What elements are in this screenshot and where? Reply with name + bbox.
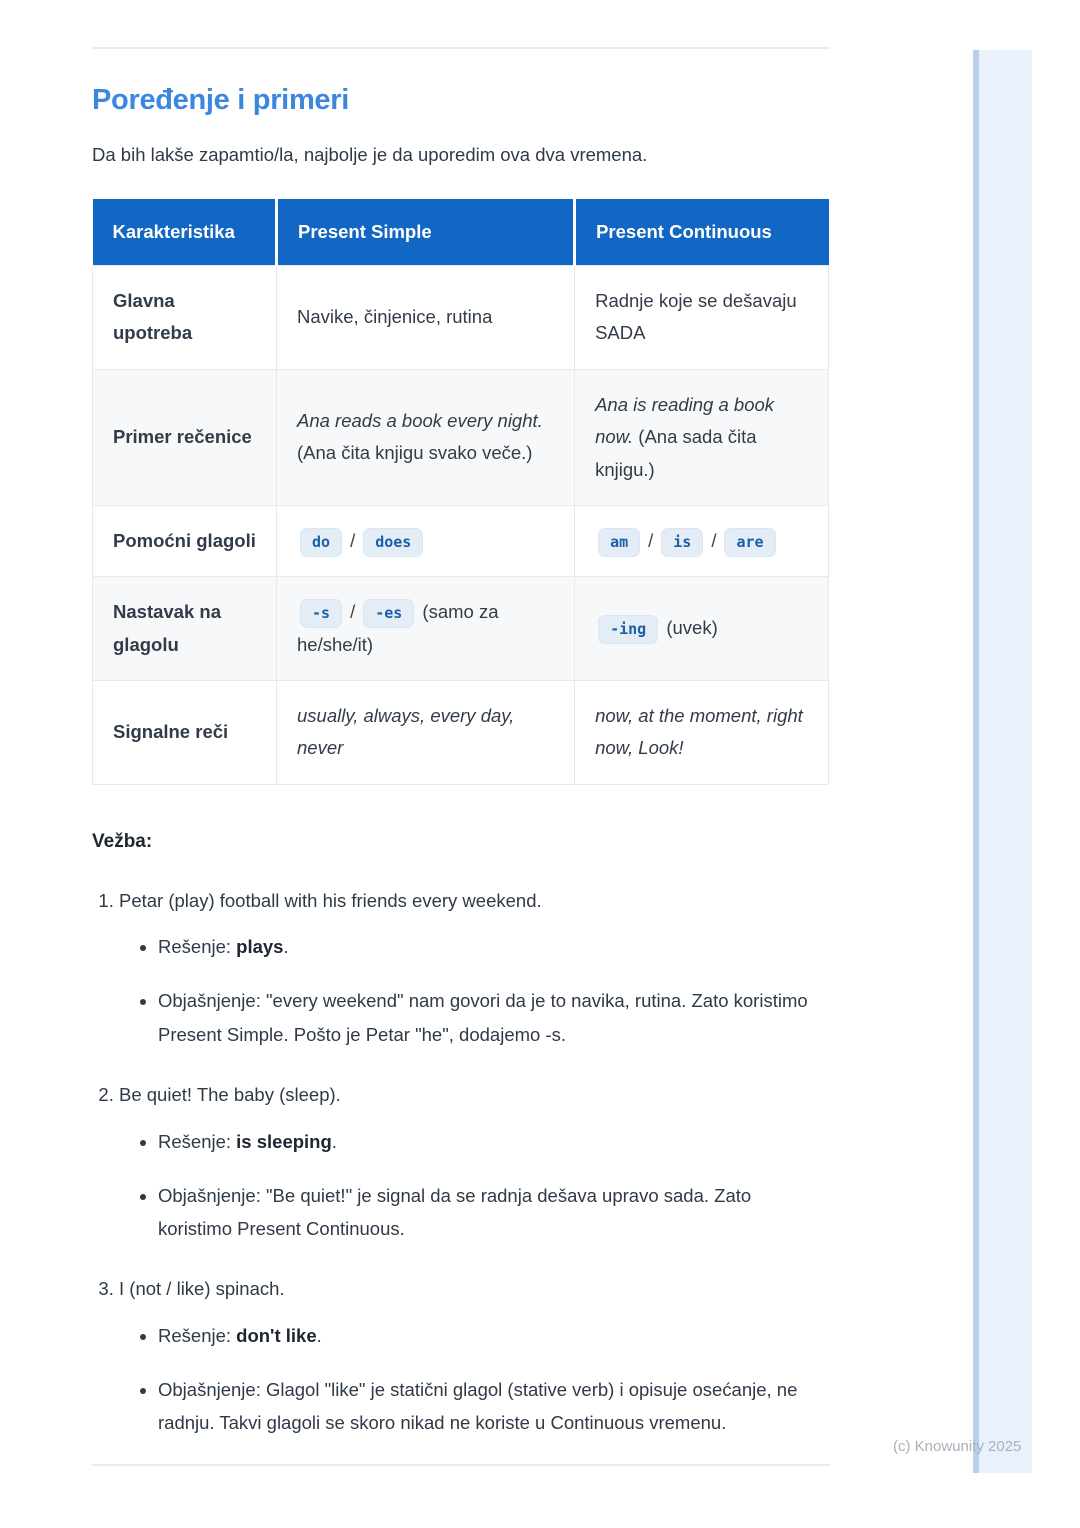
cell-text: Navike, činjenice, rutina <box>297 306 493 328</box>
exercise-heading: Vežba: <box>92 830 153 852</box>
exercise-sublist <box>119 930 829 1051</box>
row-label: Primer rečenice <box>93 369 277 505</box>
cell-text: Radnje koje se dešavaju SADA <box>595 290 797 344</box>
exercise-question: Be quiet! The baby (sleep). <box>119 1084 341 1106</box>
cell-text-italic: Ana reads a book every night. <box>297 409 543 431</box>
slash-separator: / <box>350 529 356 551</box>
slash-separator: / <box>711 529 717 551</box>
row-label: Pomoćni glagoli <box>93 505 277 576</box>
column-header-present-simple: Present Simple <box>277 199 575 266</box>
row-label: Nastavak na glagolu <box>93 577 277 681</box>
exercise-item <box>119 1079 829 1245</box>
cell-text: (samo za he/she/it) <box>297 601 499 655</box>
cell-text-italic: usually, always, every day, never <box>297 705 515 759</box>
cell-text: (Ana sada čita knjigu.) <box>595 426 757 480</box>
explanation-line <box>158 984 829 1051</box>
code-chip: am <box>598 528 640 557</box>
exercise-sublist <box>119 1125 829 1246</box>
cell-text: (uvek) <box>661 617 718 639</box>
exercise-item <box>119 885 829 1051</box>
column-header-present-continuous: Present Continuous <box>575 199 829 266</box>
solution-period: . <box>283 936 289 958</box>
table-row <box>93 505 829 576</box>
exercise-list <box>92 885 829 1440</box>
cell-text-italic: Ana is reading a book now. <box>595 393 775 448</box>
explanation-text: Objašnjenje: Glagol "like" je statični glagol (stative verb) i opisuje osećanje, ne radnju. Takvi glagoli se skoro nikad ne koriste u Continuous vremenu. <box>158 1379 798 1434</box>
table-row <box>93 369 829 505</box>
row-label: Signalne reči <box>93 681 277 785</box>
table-row <box>93 681 829 785</box>
table-header-row <box>93 199 829 266</box>
code-chip: -ing <box>598 615 658 644</box>
column-header-karakteristika: Karakteristika <box>93 199 277 266</box>
solution-label: Rešenje: <box>158 1324 237 1346</box>
cell-present-simple <box>277 681 575 785</box>
slash-separator: / <box>350 601 356 623</box>
code-chip: do <box>300 528 342 557</box>
code-chip: -es <box>363 599 414 628</box>
cell-present-continuous <box>575 681 829 785</box>
cell-present-continuous <box>575 369 829 505</box>
cell-present-simple <box>277 505 575 576</box>
exercise-question: Petar (play) football with his friends every weekend. <box>119 889 542 911</box>
copyright-watermark: (c) Knowunity 2025 <box>893 1438 1022 1455</box>
solution-period: . <box>331 1130 337 1152</box>
code-chip: -s <box>300 599 342 628</box>
cell-present-simple <box>277 577 575 681</box>
code-chip: are <box>724 528 775 557</box>
code-chip: is <box>661 528 703 557</box>
cell-text: (Ana čita knjigu svako veče.) <box>297 442 533 464</box>
cell-present-simple <box>277 266 575 370</box>
explanation-line <box>158 1179 829 1246</box>
page-title: Poređenje i primeri <box>92 84 349 116</box>
solution-label: Rešenje: <box>158 1130 237 1152</box>
solution-answer: plays <box>236 936 284 958</box>
table-row <box>93 577 829 681</box>
explanation-text: Objašnjenje: "Be quiet!" je signal da se radnja dešava upravo sada. Zato koristimo Present Continuous. <box>158 1184 752 1240</box>
cell-text-italic: now, at the moment, right now, Look! <box>595 705 803 759</box>
solution-line <box>158 1319 829 1352</box>
exercise-item <box>119 1273 829 1439</box>
explanation-text: Objašnjenje: "every weekend" nam govori da je to navika, rutina. Zato koristimo Present Simple. Pošto je Petar "he", dodajemo -s. <box>158 990 808 1045</box>
next-page-preview <box>973 50 1032 1473</box>
slash-separator: / <box>648 529 654 551</box>
cell-present-continuous <box>575 266 829 370</box>
cell-present-continuous <box>575 505 829 576</box>
explanation-line <box>158 1373 829 1440</box>
comparison-table <box>92 199 829 785</box>
page-bottom-divider <box>92 1464 830 1466</box>
table-row <box>93 266 829 370</box>
exercise-question: I (not / like) spinach. <box>119 1278 285 1300</box>
intro-paragraph: Da bih lakše zapamtio/la, najbolje je da uporedim ova dva vremena. <box>92 144 648 165</box>
code-chip: does <box>363 528 423 557</box>
cell-present-continuous <box>575 577 829 681</box>
page-content <box>92 0 829 1468</box>
solution-label: Rešenje: <box>158 936 237 958</box>
solution-answer: is sleeping <box>236 1130 332 1152</box>
cell-present-simple <box>277 369 575 505</box>
solution-line <box>158 930 829 963</box>
solution-answer: don't like <box>236 1324 317 1346</box>
solution-line <box>158 1125 829 1158</box>
row-label: Glavna upotreba <box>93 266 277 370</box>
exercise-sublist <box>119 1319 829 1440</box>
solution-period: . <box>316 1324 322 1346</box>
